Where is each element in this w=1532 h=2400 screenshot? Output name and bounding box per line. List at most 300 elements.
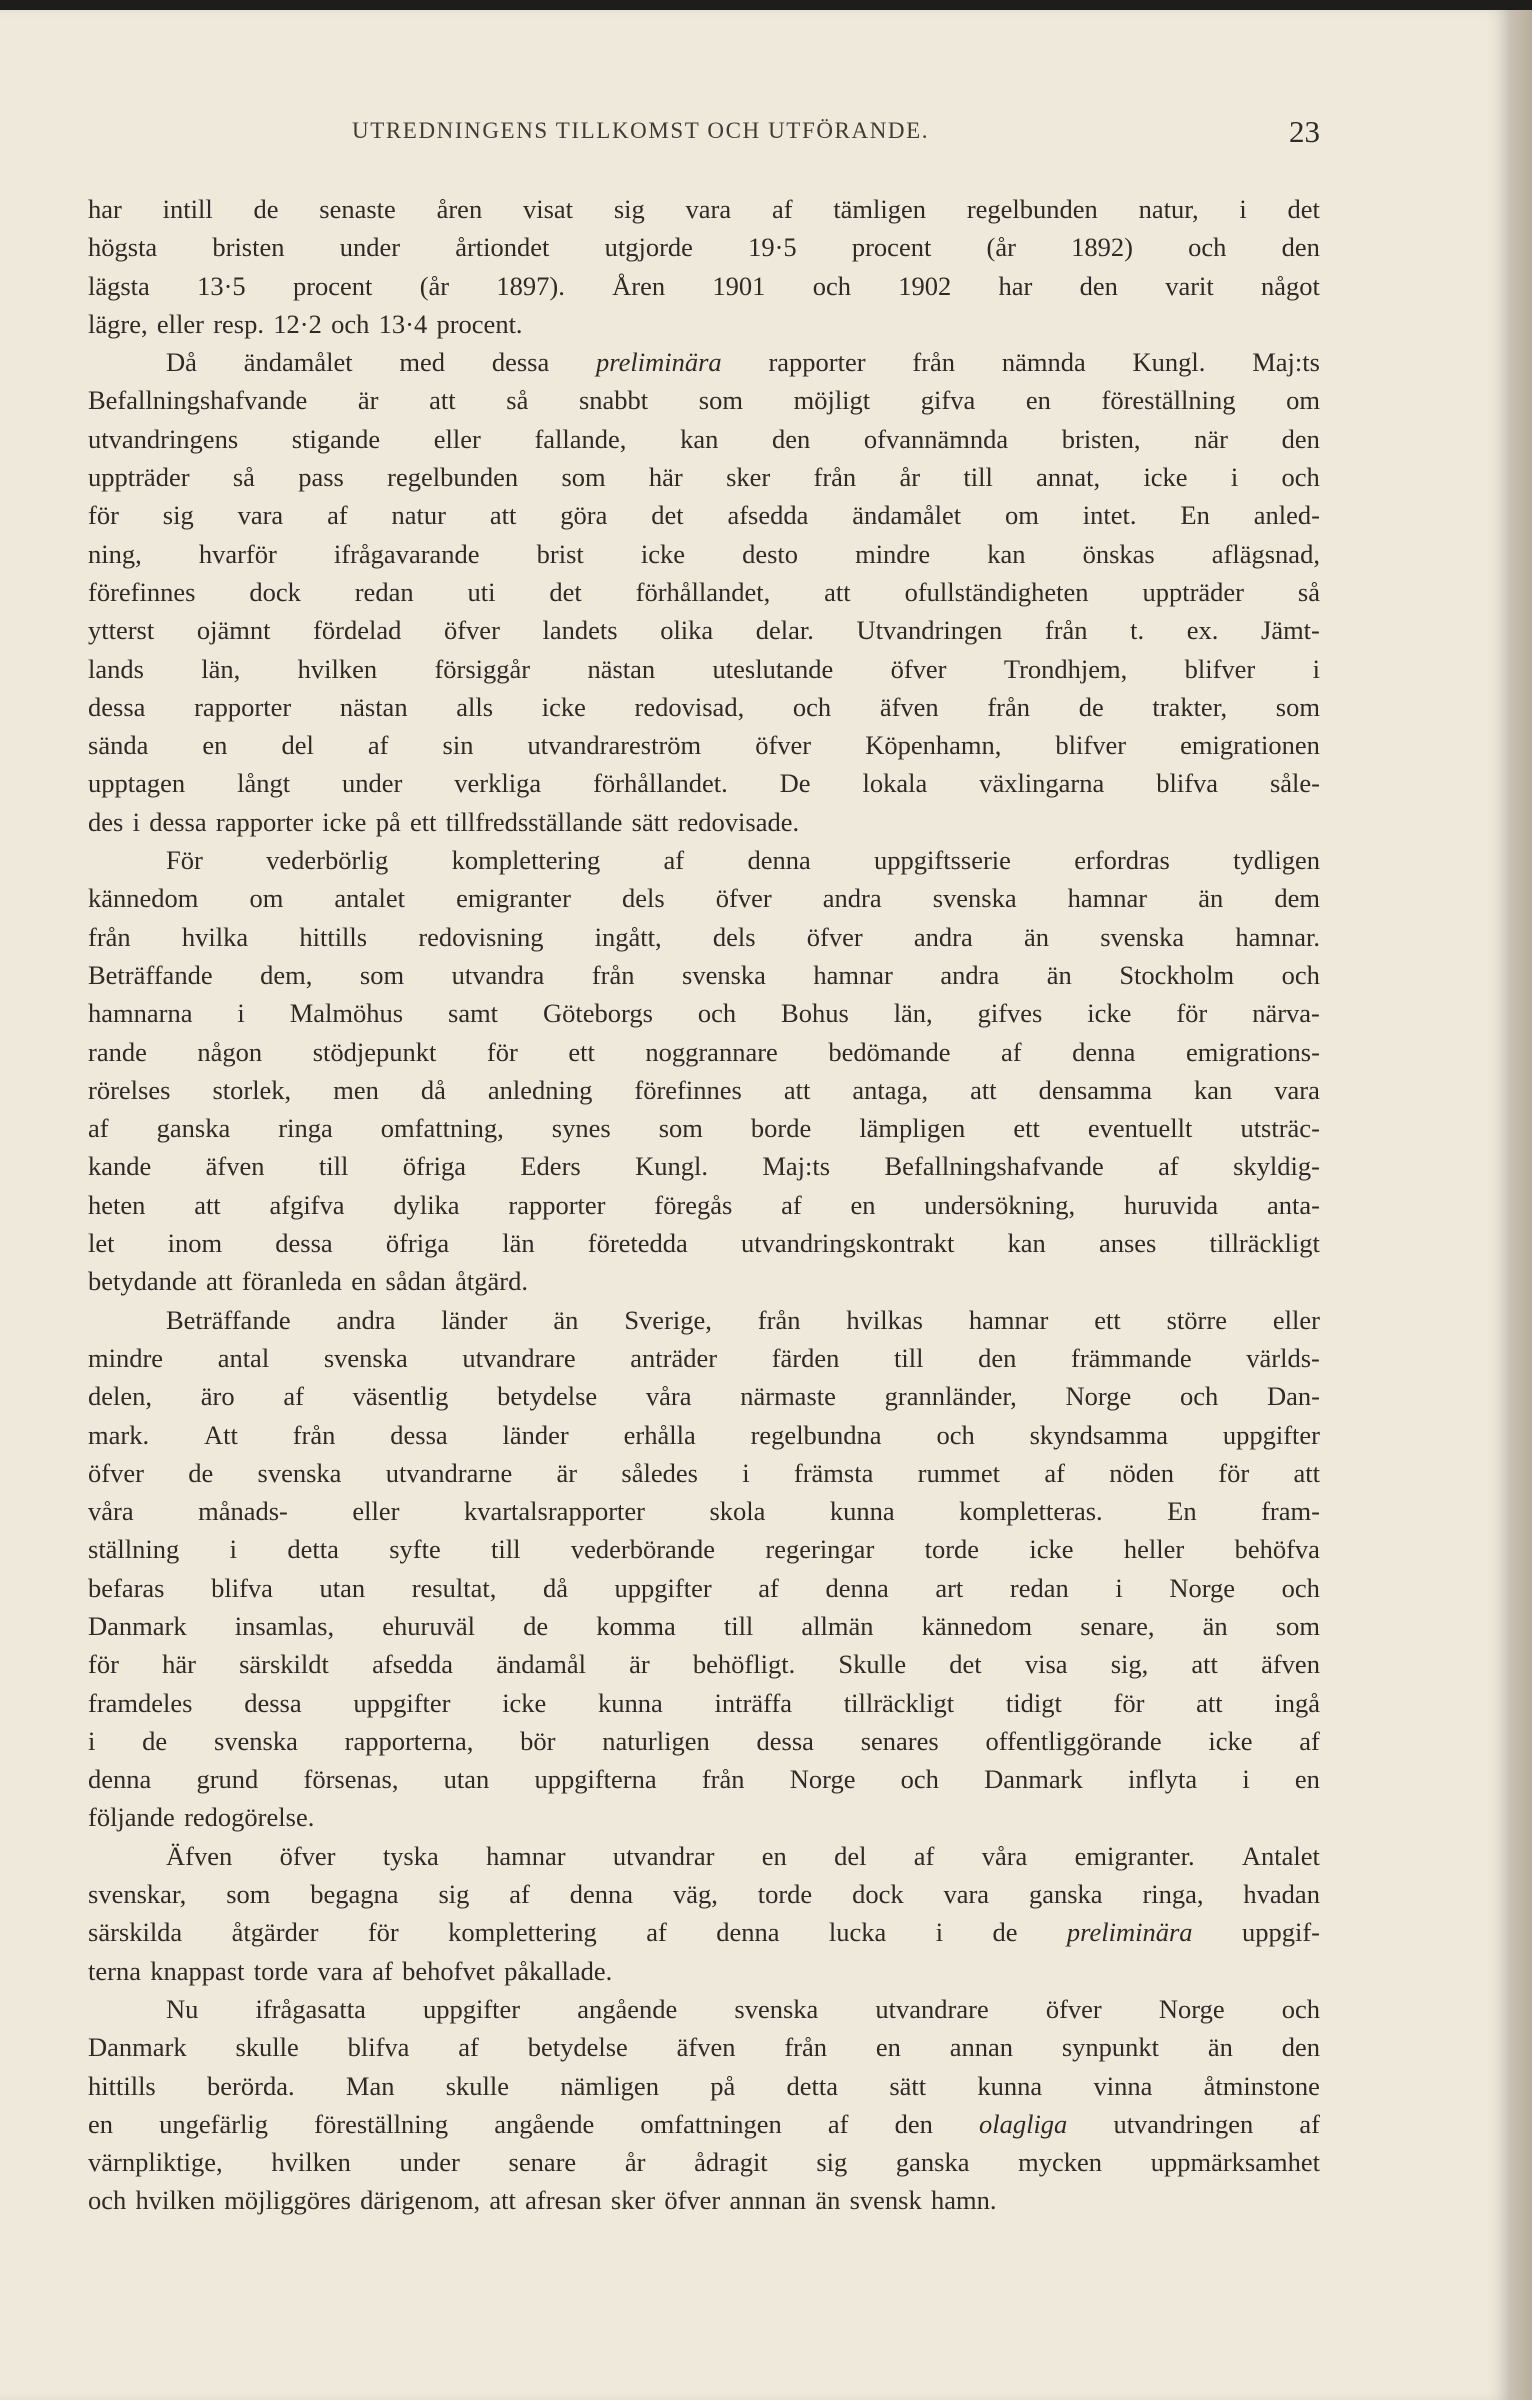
word: annan <box>949 2032 1013 2063</box>
word: en <box>88 2108 114 2139</box>
word: Norge <box>1065 1381 1132 1412</box>
word: komma <box>596 1610 676 1641</box>
word: afgifva <box>269 1189 345 1220</box>
word: hamnar <box>1067 883 1148 914</box>
word: blifva <box>347 2032 410 2063</box>
word: till <box>894 1342 924 1373</box>
word: ett <box>568 1036 595 1067</box>
word: föranleda <box>241 1266 342 1297</box>
word: dessa <box>149 806 207 837</box>
word: af <box>1299 2108 1320 2139</box>
text-line <box>88 1798 1320 1836</box>
word: Nu <box>166 1993 199 2024</box>
word: brist <box>536 538 584 569</box>
word: att <box>489 500 517 531</box>
word: utvandringens <box>88 423 239 454</box>
word: nästan <box>339 691 408 722</box>
word: kan <box>1194 1074 1233 1105</box>
word: en <box>202 730 228 761</box>
word: torde <box>757 1879 813 1910</box>
word: icke <box>1087 998 1132 1029</box>
word: framdeles <box>88 1687 193 1718</box>
text-line <box>88 994 1320 1032</box>
word: år <box>899 462 921 493</box>
word: vederbörande <box>570 1534 716 1565</box>
word: 12·2 <box>273 308 322 339</box>
word: kande <box>88 1151 152 1182</box>
word: har <box>998 270 1033 301</box>
word: art <box>935 1572 964 1603</box>
word: har <box>88 194 122 224</box>
word: snabbt <box>578 385 649 416</box>
word: för <box>1218 1457 1250 1488</box>
word: som <box>561 462 606 493</box>
word: län, <box>893 998 933 1029</box>
word: ganska <box>156 1113 231 1144</box>
word: i <box>1239 194 1247 224</box>
word: svenska <box>213 1725 298 1756</box>
word: dock <box>852 1879 904 1910</box>
word: af <box>372 1955 393 1986</box>
word: att <box>1191 1649 1218 1680</box>
word: som <box>226 1879 271 1910</box>
word: uteslutande <box>712 653 834 684</box>
word: En <box>1167 1496 1197 1527</box>
word: äfven <box>879 691 939 722</box>
word: den <box>771 423 811 454</box>
page-right-edge <box>1510 10 1532 2400</box>
word: i <box>237 998 245 1029</box>
word: till <box>723 1610 754 1641</box>
word: bristen, <box>1061 423 1141 454</box>
word: denna <box>825 1572 889 1603</box>
word: betydelse <box>497 1381 598 1412</box>
word: fram- <box>1261 1496 1320 1527</box>
word: offentliggörande <box>985 1725 1162 1756</box>
page-header <box>90 114 1320 158</box>
word: rapporter <box>508 1189 606 1220</box>
word: öfver <box>755 730 812 761</box>
word: från <box>88 921 131 952</box>
text-line <box>88 1875 1320 1913</box>
word: en <box>351 1266 377 1297</box>
word: annat, <box>1036 462 1101 493</box>
word: långt <box>237 768 291 799</box>
word: öfver <box>664 2185 721 2216</box>
word: sker <box>610 2185 656 2216</box>
word: vinna <box>1093 2070 1153 2101</box>
word: anta- <box>1266 1189 1320 1220</box>
text-line <box>88 573 1320 611</box>
word: af <box>913 1840 935 1871</box>
word: ändamålet <box>852 500 962 531</box>
word: ställning <box>88 1534 180 1565</box>
word: natur <box>391 500 446 531</box>
word: kan <box>987 538 1026 569</box>
word: hamnar. <box>1235 921 1320 952</box>
word: af <box>88 1113 109 1144</box>
word: Beträffande <box>166 1304 291 1335</box>
word: kunna <box>829 1496 895 1527</box>
word: af <box>771 194 793 224</box>
word: denna <box>747 845 811 876</box>
word: allmän <box>801 1610 874 1641</box>
word: större <box>1166 1304 1227 1335</box>
word: synpunkt <box>1061 2032 1160 2063</box>
word: emigrationen <box>1180 730 1320 761</box>
word: följande <box>88 1802 175 1833</box>
word: mark. <box>88 1419 150 1450</box>
word: påkallade. <box>504 1955 613 1986</box>
word: öfver <box>88 1457 144 1488</box>
word: ofvannämnda <box>863 423 1009 454</box>
word: behofvet <box>402 1955 495 1986</box>
word: den <box>894 2108 933 2139</box>
word: utvandrare <box>462 1342 576 1373</box>
word: närva- <box>1252 998 1320 1029</box>
word: denna <box>716 1917 780 1948</box>
word: hvilken <box>297 653 378 684</box>
word: kompletteras. <box>959 1496 1103 1527</box>
word: utvandra <box>451 959 545 990</box>
text-line <box>88 1569 1320 1607</box>
word: kan <box>1007 1228 1046 1259</box>
word: vederbörlig <box>266 845 389 876</box>
text-line <box>88 535 1320 573</box>
word: skyndsamma <box>1029 1419 1168 1450</box>
word: öfriga <box>402 1151 466 1182</box>
word: försiggår <box>434 653 531 684</box>
text-line <box>88 1301 1320 1339</box>
word: den <box>1079 270 1118 301</box>
text-line <box>88 1913 1320 1951</box>
word: och <box>812 270 851 301</box>
text-line <box>88 1186 1320 1224</box>
word: särskildt <box>239 1649 329 1680</box>
word: tyska <box>382 1840 439 1871</box>
word: än <box>553 1304 579 1335</box>
word: andra <box>913 921 973 952</box>
word: eller <box>433 423 481 454</box>
text-line <box>88 1416 1320 1454</box>
word: de <box>188 1457 214 1488</box>
word: omfattningen <box>640 2108 782 2139</box>
word: visa <box>1024 1649 1068 1680</box>
word: tidigt <box>1005 1687 1062 1718</box>
word: och <box>88 2185 127 2216</box>
word: öfver <box>443 615 500 646</box>
word: betydande <box>88 1266 197 1297</box>
word: uppträder <box>1142 576 1244 607</box>
word: utsträc- <box>1240 1113 1320 1144</box>
word: färden <box>771 1342 840 1373</box>
word: men <box>333 1074 379 1105</box>
word: sig <box>613 194 645 224</box>
word: under <box>342 768 403 799</box>
word: och <box>792 691 832 722</box>
word: af <box>646 1917 667 1948</box>
text-line <box>88 1454 1320 1492</box>
text-line <box>88 343 1320 381</box>
word: äro <box>200 1381 235 1412</box>
paragraph <box>88 1837 1320 1990</box>
text-line <box>88 228 1320 266</box>
word: i <box>935 1917 944 1948</box>
page-number: 23 <box>1289 114 1320 149</box>
word: närmaste <box>740 1381 836 1412</box>
text-line <box>88 726 1320 764</box>
word: Antalet <box>1241 1840 1320 1871</box>
word: rapporter <box>215 806 314 837</box>
word: om <box>1286 385 1320 416</box>
word: en <box>850 1189 876 1220</box>
word: för <box>1113 1687 1145 1718</box>
word: anled- <box>1253 500 1320 531</box>
word: från <box>701 1764 745 1795</box>
word: svenska <box>323 1342 408 1373</box>
word: resp. <box>213 308 264 339</box>
word: att <box>489 2185 516 2216</box>
body-text <box>88 190 1320 2220</box>
word: från <box>292 1419 336 1450</box>
word: ändamålet <box>243 347 353 378</box>
text-line <box>88 496 1320 534</box>
word: anses <box>1098 1228 1157 1259</box>
word: Jämt- <box>1261 615 1320 646</box>
word: hvilken <box>135 2185 216 2216</box>
word: att <box>1196 1687 1223 1718</box>
word: sådan <box>385 1266 446 1297</box>
word: nämnda <box>1001 347 1086 378</box>
text-line <box>88 2105 1320 2143</box>
word: af <box>1044 1457 1065 1488</box>
word: om <box>249 883 284 914</box>
word: och <box>1179 1381 1219 1412</box>
word: länder <box>441 1304 508 1335</box>
word: för <box>367 1917 399 1948</box>
word: något <box>1261 270 1320 301</box>
word: af <box>781 1189 802 1220</box>
word: utan <box>443 1764 490 1795</box>
word: erfordras <box>1074 845 1170 876</box>
word: samt <box>448 998 499 1029</box>
word: dessa <box>491 347 550 378</box>
word: kunna <box>598 1687 663 1718</box>
word: afsedda <box>372 1649 454 1680</box>
word: år <box>624 2147 646 2178</box>
word: förefinnes <box>88 576 196 607</box>
word: i <box>742 1457 750 1488</box>
word: utvandrare <box>875 1993 989 2024</box>
word: till <box>491 1534 521 1565</box>
word: Befallningshafvande <box>88 385 308 416</box>
word: rörelses <box>88 1074 171 1105</box>
word: här <box>648 462 683 493</box>
text-line <box>88 1645 1320 1683</box>
word: är <box>556 1457 578 1488</box>
text-line <box>88 764 1320 802</box>
word: därigenom, <box>360 2185 481 2216</box>
word: och <box>1188 232 1227 263</box>
text-line <box>88 1952 1320 1990</box>
word: det <box>949 1649 982 1680</box>
word: ådragit <box>694 2147 768 2178</box>
word: naturligen <box>602 1725 710 1756</box>
word: vara <box>1274 1074 1320 1105</box>
word: dessa <box>390 1419 448 1450</box>
word: den <box>1281 2032 1320 2063</box>
word: aflägsnad, <box>1211 538 1320 569</box>
word: dessa <box>244 1687 302 1718</box>
text-line <box>88 1684 1320 1722</box>
word: En <box>1180 500 1210 531</box>
word: preliminära <box>596 347 722 378</box>
word: 13·5 <box>197 270 246 301</box>
word: desto <box>742 538 798 569</box>
word: en <box>875 2032 901 2063</box>
word: öfver <box>1045 1993 1102 2024</box>
word: erhålla <box>623 1419 696 1450</box>
word: tillfredsställande <box>445 806 623 837</box>
word: från <box>912 347 956 378</box>
word: grund <box>196 1764 259 1795</box>
word: för <box>88 1649 119 1680</box>
word: torde <box>924 1534 980 1565</box>
word: denna <box>569 1879 634 1910</box>
word: varit <box>1165 270 1214 301</box>
word: pass <box>298 462 344 493</box>
word: regelbunden <box>966 194 1098 224</box>
text-line <box>88 1109 1320 1147</box>
word: sker <box>726 462 771 493</box>
paragraph <box>88 841 1320 1301</box>
text-line <box>88 1147 1320 1185</box>
word: månads- <box>198 1496 288 1527</box>
word: ringa, <box>1142 1879 1204 1910</box>
word: Norge <box>1158 1993 1225 2024</box>
text-line <box>88 2181 1320 2219</box>
word: än <box>1198 883 1224 914</box>
word: dem <box>1274 883 1320 914</box>
word: än <box>1024 921 1050 952</box>
word: bristen <box>212 232 285 263</box>
word: (år <box>419 270 450 301</box>
word: lämpligen <box>859 1113 966 1144</box>
word: des <box>88 806 124 837</box>
word: rummet <box>917 1457 1001 1488</box>
word: sig <box>162 500 194 531</box>
text-line <box>88 1262 1320 1300</box>
word: i <box>1230 462 1239 493</box>
word: sin <box>442 730 474 761</box>
text-line <box>88 2028 1320 2066</box>
word: då <box>420 1074 446 1105</box>
word: under <box>399 2147 460 2178</box>
word: af <box>327 500 348 531</box>
word: svensk <box>849 2185 922 2216</box>
word: För <box>166 845 203 876</box>
word: rapporter <box>194 691 292 722</box>
word: hittills <box>299 921 368 952</box>
word: ganska <box>1028 1879 1103 1910</box>
text-line <box>88 1760 1320 1798</box>
word: någon <box>197 1036 263 1067</box>
word: Trondhjem, <box>1003 653 1128 684</box>
word: från <box>591 959 635 990</box>
word: Att <box>203 1419 238 1450</box>
word: af <box>827 2108 849 2139</box>
word: den <box>978 1342 1017 1373</box>
text-line <box>88 1837 1320 1875</box>
word: ingått, <box>594 921 662 952</box>
word: borde <box>750 1113 812 1144</box>
word: Kungl. <box>635 1151 708 1182</box>
word: torde <box>253 1955 309 1986</box>
word: det <box>651 500 684 531</box>
word: berörda. <box>207 2070 295 2101</box>
word: icke <box>502 1687 547 1718</box>
word: andra <box>336 1304 396 1335</box>
word: till <box>318 1151 349 1182</box>
word: dylika <box>393 1189 460 1220</box>
word: uppmärksamhet <box>1150 2147 1320 2178</box>
word: noggrannare <box>645 1036 778 1067</box>
word: annnan <box>729 2185 807 2216</box>
word: utvandrar <box>612 1840 715 1871</box>
word: i <box>1115 1572 1123 1603</box>
word: som <box>1275 1610 1320 1641</box>
word: icke <box>1208 1725 1253 1756</box>
word: senare, <box>1080 1610 1155 1641</box>
word: preliminära <box>1066 1917 1193 1948</box>
word: af <box>663 845 685 876</box>
word: af <box>1001 1036 1022 1067</box>
word: i <box>1242 1764 1250 1795</box>
word: föreställning <box>314 2108 449 2139</box>
word: mindre <box>855 538 931 569</box>
word: uppgifter <box>1222 1419 1320 1450</box>
word: våra <box>645 1381 692 1412</box>
word: såle- <box>1269 768 1320 799</box>
word: bedömande <box>828 1036 951 1067</box>
word: dessa <box>756 1725 814 1756</box>
word: Sverige, <box>624 1304 712 1335</box>
word: ifrågavarande <box>333 538 480 569</box>
word: Kungl. <box>1132 347 1206 378</box>
word: skulle <box>445 2070 510 2101</box>
word: tämligen <box>833 194 927 224</box>
word: lands <box>88 653 144 684</box>
word: från <box>813 462 857 493</box>
word: dessa <box>88 691 146 722</box>
word: då <box>542 1572 568 1603</box>
word: regeringar <box>765 1534 875 1565</box>
word: ifrågasatta <box>255 1993 366 2024</box>
word: t. <box>1130 615 1145 646</box>
word: hamnar <box>486 1840 566 1871</box>
word: uppgifterna <box>534 1764 657 1795</box>
word: upptagen <box>88 768 186 799</box>
word: årtiondet <box>455 232 550 263</box>
word: möjliggöres <box>224 2185 351 2216</box>
word: i <box>88 1725 96 1756</box>
word: Man <box>345 2070 395 2101</box>
word: och <box>331 308 370 339</box>
word: visat <box>522 194 574 224</box>
word: procent <box>292 270 373 301</box>
word: gifva <box>920 385 976 416</box>
word: De <box>779 768 811 799</box>
